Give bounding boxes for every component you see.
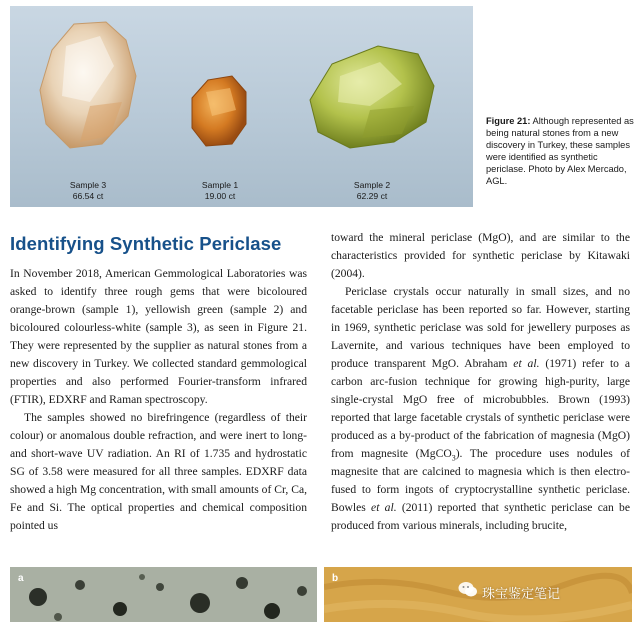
formula-subscript: 3 [451, 453, 456, 463]
sample-3-label [48, 180, 128, 202]
citation-et-al-1: et al. [513, 357, 540, 370]
sample-2-weight: 62.29 ct [356, 191, 388, 201]
panel-a-label: a [18, 573, 24, 584]
left-paragraph-1: In November 2018, American Gemmological Laboratories was asked to identify three rough gems that were bicoloured orange-brown (sample 1), yellowish green (sample 2) and bicoloured colourless-white (sample 3), as seen in Figure 21. They were represented by the supplier as natural stones from a new discovery in Turkey. We collected standard gemmological properties and also performed Fourier-transform infrared (FTIR), EDXRF and Raman spectroscopy. [10, 267, 307, 406]
panel-b-label: b [332, 573, 339, 584]
right-paragraph-1: toward the mineral periclase (MgO), and are similar to the characteristics provided for synthetic periclase by Kitawaki (2004). [331, 231, 630, 280]
citation-et-al-2: et al. [371, 501, 397, 514]
watermark-text: 珠宝鉴定笔记 [482, 587, 561, 602]
left-column [10, 265, 307, 535]
sample-1-label [180, 180, 260, 202]
figure-caption [486, 115, 636, 187]
texture-illustration-b [324, 567, 632, 622]
sample-1-name: Sample 1 [201, 180, 239, 190]
figure-panel-a [10, 567, 317, 622]
left-paragraph-2: The samples showed no birefringence (regardless of their colour) or anomalous double refraction, and were inert to long- and short-wave UV radiation. An RI of 1.735 and hydrostatic SG of 3.58 were measured for all three samples. EDXRF data showed a high Mg concentration, with small amounts of Cr, Ca, Fe and Si. The optical properties and chemical composition pointed us [10, 411, 307, 532]
caption-text: Although represented as being natural stones from a new discovery in Turkey, these samples were identified as synthetic periclase. Photo by Alex Mercado, AGL. [486, 116, 634, 186]
right-p2-text-1: Periclase crystals occur naturally in small sizes, and no facetable periclase has been reported so far. However, starting in 1969, synthetic periclase was sold for jewellery purposes as Lavernite, and various techniques have been employed to produce transparent MgO. Abraham [331, 285, 630, 370]
gem-stones-illustration [10, 6, 473, 207]
inclusions-illustration-a [10, 567, 317, 622]
sample-3-name: Sample 3 [69, 180, 107, 190]
wechat-icon [458, 581, 478, 598]
right-paragraph-2 [331, 283, 630, 535]
right-p2-text-3: ). The procedure uses nodules of magnesite that are calcined to magnesia which is then electro-fused to form ingots of cryptocrystalline synthetic periclase. Bowles [331, 447, 630, 514]
right-p2-text-4: (2011) reported that synthetic periclase can be produced from various minerals, including brucite, [331, 501, 630, 532]
right-p2-text-2: (1971) refer to a carbon arc-fusion technique for growing high-purity, large single-crystal MgO free of microbubbles. Brown (1993) reported that large facetable crystals of synthetic periclase were produced as a by-product of the fabrication of magnesia (MgO) from magnesite (MgCO [331, 357, 631, 460]
sample-1-weight: 19.00 ct [204, 191, 236, 201]
sample-2-name: Sample 2 [353, 180, 391, 190]
figure-21-photo [10, 6, 473, 207]
figure-panel-b [324, 567, 632, 622]
caption-label: Figure 21: [486, 116, 531, 126]
section-heading: Identifying Synthetic Periclase [10, 233, 282, 254]
sample-2-label [332, 180, 412, 202]
sample-3-weight: 66.54 ct [72, 191, 104, 201]
right-column [331, 229, 630, 535]
